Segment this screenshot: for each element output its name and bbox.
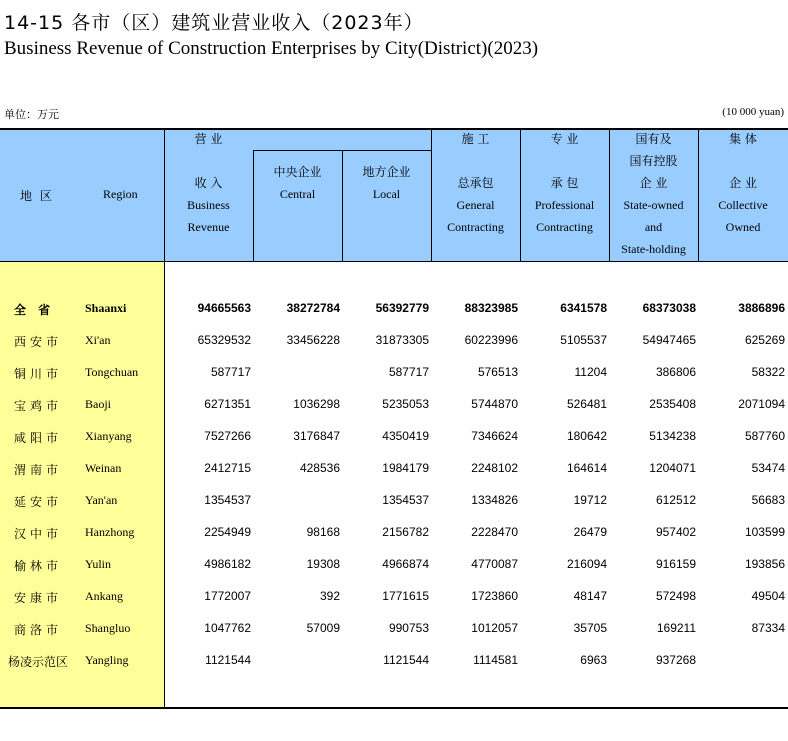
value-cell: 65329532 bbox=[197, 333, 251, 347]
value-cell: 386806 bbox=[655, 365, 696, 379]
value-cell: 1772007 bbox=[204, 589, 251, 603]
header-prof-en1: Professional bbox=[534, 198, 595, 212]
header-central-en: Central bbox=[279, 187, 316, 201]
region-name-en: Yangling bbox=[85, 653, 129, 667]
value-cell: 3886896 bbox=[738, 301, 785, 315]
value-cell: 53474 bbox=[751, 461, 785, 475]
header-central-cn: 中央企业 bbox=[273, 165, 322, 179]
value-cell: 56683 bbox=[751, 493, 785, 507]
value-cell: 33456228 bbox=[286, 333, 340, 347]
value-cell: 5105537 bbox=[560, 333, 607, 347]
value-cell: 31873305 bbox=[375, 333, 429, 347]
value-cell: 19712 bbox=[573, 493, 607, 507]
value-cell: 26479 bbox=[573, 525, 607, 539]
header-coll-en1: Collective bbox=[718, 198, 768, 212]
value-cell: 2254949 bbox=[204, 525, 251, 539]
value-cell: 2228470 bbox=[471, 525, 518, 539]
header-revenue bbox=[164, 172, 253, 238]
table-row bbox=[0, 325, 788, 357]
value-cell: 1036298 bbox=[293, 397, 340, 411]
value-cell: 4770087 bbox=[471, 557, 518, 571]
region-name-en: Hanzhong bbox=[85, 525, 135, 539]
header-region-cn: 地 区 bbox=[20, 189, 54, 203]
value-cell: 1771615 bbox=[382, 589, 429, 603]
value-cell: 576513 bbox=[477, 365, 518, 379]
value-cell: 612512 bbox=[655, 493, 696, 507]
header-revenue-en2: Revenue bbox=[187, 220, 230, 234]
value-cell: 1114581 bbox=[473, 653, 518, 667]
region-name-en: Tongchuan bbox=[85, 365, 139, 379]
region-name-en: Baoji bbox=[85, 397, 111, 411]
region-name-cn: 全 省 bbox=[14, 303, 55, 317]
header-rule bbox=[0, 261, 788, 262]
table-title-chinese: 14-15 各市（区）建筑业营业收入（2023年） bbox=[4, 12, 424, 34]
header-local bbox=[342, 161, 431, 205]
value-cell: 1121544 bbox=[205, 653, 251, 667]
bottom-rule bbox=[0, 707, 788, 709]
header-state-en3: State-holding bbox=[621, 242, 686, 256]
header-state-cn2: 国有控股 bbox=[629, 154, 678, 168]
value-cell: 56392779 bbox=[375, 301, 429, 315]
value-cell: 49504 bbox=[751, 589, 785, 603]
value-cell: 11204 bbox=[574, 365, 607, 379]
value-cell: 937268 bbox=[655, 653, 696, 667]
value-cell: 7527266 bbox=[204, 429, 251, 443]
value-cell: 2071094 bbox=[738, 397, 785, 411]
header-prof-cn1: 专 业 bbox=[550, 132, 579, 146]
value-cell: 526481 bbox=[566, 397, 607, 411]
value-cell: 990753 bbox=[388, 621, 429, 635]
region-name-cn: 安康市 bbox=[14, 591, 63, 605]
value-cell: 392 bbox=[319, 589, 340, 603]
value-cell: 957402 bbox=[655, 525, 696, 539]
value-cell: 2535408 bbox=[649, 397, 696, 411]
header-prof-cn2: 承 包 bbox=[550, 176, 579, 190]
value-cell: 5235053 bbox=[382, 397, 429, 411]
header-local-cn: 地方企业 bbox=[362, 165, 411, 179]
table-row bbox=[0, 453, 788, 485]
region-name-en: Xi'an bbox=[85, 333, 111, 347]
value-cell: 94665563 bbox=[197, 301, 251, 315]
header-general-cn2: 总承包 bbox=[457, 176, 494, 190]
value-cell: 4986182 bbox=[204, 557, 251, 571]
region-name-en: Yulin bbox=[85, 557, 112, 571]
value-cell: 2248102 bbox=[471, 461, 518, 475]
value-cell: 169211 bbox=[656, 621, 696, 635]
value-cell: 3176847 bbox=[293, 429, 340, 443]
value-cell: 572498 bbox=[655, 589, 696, 603]
region-name-cn: 渭南市 bbox=[14, 463, 63, 477]
header-state-cn1: 国有及 bbox=[635, 132, 672, 146]
header-state bbox=[609, 128, 698, 260]
value-cell: 103599 bbox=[744, 525, 785, 539]
region-name-cn: 宝鸡市 bbox=[14, 399, 63, 413]
value-cell: 19308 bbox=[306, 557, 340, 571]
table-row bbox=[0, 613, 788, 645]
header-state-en1: State-owned bbox=[623, 198, 684, 212]
value-cell: 2412715 bbox=[204, 461, 251, 475]
value-cell: 1334826 bbox=[471, 493, 518, 507]
value-cell: 1047762 bbox=[204, 621, 251, 635]
header-revenue-cn: 收 入 bbox=[194, 176, 223, 190]
value-cell: 587717 bbox=[388, 365, 429, 379]
value-cell: 58322 bbox=[751, 365, 785, 379]
region-name-cn: 汉中市 bbox=[14, 527, 63, 541]
header-general-cn1: 施 工 bbox=[461, 132, 490, 146]
header-central bbox=[253, 161, 342, 205]
region-name-en: Shaanxi bbox=[85, 301, 127, 315]
header-prof-en2: Contracting bbox=[536, 220, 593, 234]
region-name-cn: 铜川市 bbox=[14, 367, 63, 381]
header-coll-cn2: 企 业 bbox=[729, 176, 757, 190]
value-cell: 6271351 bbox=[204, 397, 251, 411]
value-cell: 1723860 bbox=[471, 589, 518, 603]
value-cell: 7346624 bbox=[471, 429, 518, 443]
value-cell: 57009 bbox=[306, 621, 340, 635]
value-cell: 5134238 bbox=[649, 429, 696, 443]
table-title-english: Business Revenue of Construction Enterprises by City(District)(2023) bbox=[4, 38, 539, 59]
region-name-en: Xianyang bbox=[85, 429, 132, 443]
value-cell: 68373038 bbox=[642, 301, 696, 315]
region-name-cn: 延安市 bbox=[14, 495, 63, 509]
value-cell: 1204071 bbox=[649, 461, 696, 475]
value-cell: 54947465 bbox=[642, 333, 696, 347]
value-cell: 1354537 bbox=[382, 493, 429, 507]
unit-label-english: (10 000 yuan) bbox=[722, 106, 784, 118]
table-row bbox=[0, 645, 788, 677]
value-cell: 35705 bbox=[573, 621, 607, 635]
table-row bbox=[0, 421, 788, 453]
value-cell: 6963 bbox=[580, 653, 607, 667]
value-cell: 1012057 bbox=[471, 621, 518, 635]
value-cell: 216094 bbox=[566, 557, 607, 571]
table-row bbox=[0, 581, 788, 613]
table-row bbox=[0, 517, 788, 549]
value-cell: 38272784 bbox=[286, 301, 340, 315]
value-cell: 1121544 bbox=[383, 653, 429, 667]
region-name-en: Ankang bbox=[85, 589, 123, 603]
table-row bbox=[0, 389, 788, 421]
value-cell: 1354537 bbox=[204, 493, 251, 507]
value-cell: 87334 bbox=[751, 621, 785, 635]
value-cell: 98168 bbox=[306, 525, 340, 539]
table-row bbox=[0, 549, 788, 581]
table-row bbox=[0, 293, 788, 325]
header-general bbox=[431, 172, 520, 238]
header-state-en2: and bbox=[644, 220, 663, 234]
revenue-table bbox=[0, 128, 788, 709]
region-name-cn: 西安市 bbox=[14, 335, 63, 349]
value-cell: 164614 bbox=[566, 461, 607, 475]
header-region-en: Region bbox=[103, 187, 138, 201]
region-name-en: Yan'an bbox=[85, 493, 118, 507]
value-cell: 4350419 bbox=[382, 429, 429, 443]
header-prof bbox=[520, 172, 609, 238]
value-cell: 916159 bbox=[655, 557, 696, 571]
header-coll-cn1: 集 体 bbox=[729, 132, 757, 146]
region-name-en: Shangluo bbox=[85, 621, 131, 635]
value-cell: 48147 bbox=[573, 589, 607, 603]
value-cell: 4966874 bbox=[382, 557, 429, 571]
header-coll-en2: Owned bbox=[725, 220, 761, 234]
value-cell: 180642 bbox=[566, 429, 607, 443]
header-group-cn: 营 业 bbox=[194, 132, 223, 146]
table-row bbox=[0, 357, 788, 389]
region-name-cn: 杨凌示范区 bbox=[8, 655, 69, 669]
value-cell: 88323985 bbox=[464, 301, 518, 315]
unit-label-chinese: 单位：万元 bbox=[4, 108, 59, 121]
value-cell: 5744870 bbox=[471, 397, 518, 411]
header-local-en: Local bbox=[372, 187, 401, 201]
header-revenue-en1: Business bbox=[187, 198, 230, 212]
header-coll bbox=[698, 172, 788, 238]
value-cell: 428536 bbox=[299, 461, 340, 475]
region-name-cn: 咸阳市 bbox=[14, 431, 63, 445]
value-cell: 1984179 bbox=[382, 461, 429, 475]
region-name-en: Weinan bbox=[85, 461, 122, 475]
value-cell: 587717 bbox=[210, 365, 251, 379]
value-cell: 625269 bbox=[744, 333, 785, 347]
header-state-cn3: 企 业 bbox=[639, 176, 668, 190]
table-row bbox=[0, 485, 788, 517]
value-cell: 60223996 bbox=[464, 333, 518, 347]
region-name-cn: 榆林市 bbox=[14, 559, 63, 573]
region-name-cn: 商洛市 bbox=[14, 623, 63, 637]
value-cell: 193856 bbox=[744, 557, 785, 571]
header-general-en2: Contracting bbox=[447, 220, 504, 234]
value-cell: 6341578 bbox=[560, 301, 607, 315]
header-general-en1: General bbox=[456, 198, 495, 212]
value-cell: 587760 bbox=[744, 429, 785, 443]
value-cell: 2156782 bbox=[382, 525, 429, 539]
